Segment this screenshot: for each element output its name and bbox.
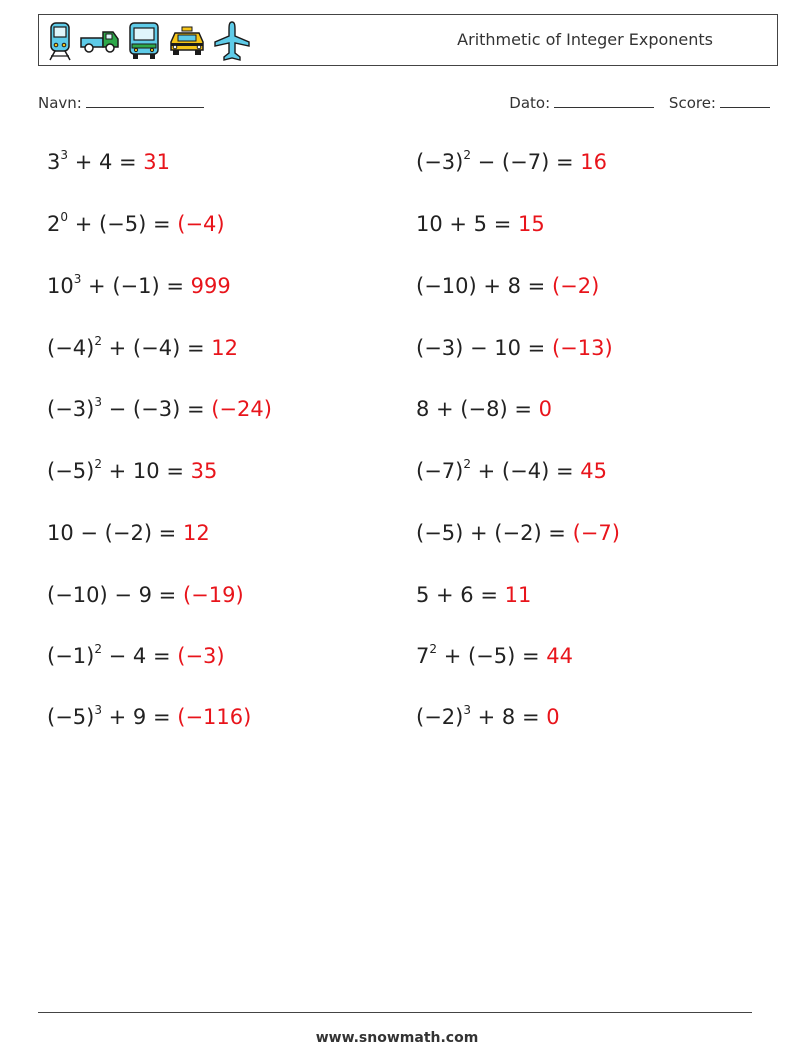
problem-expression: (−3) [47,397,95,421]
problem-answer: (−24) [211,397,272,421]
problem-answer: 12 [182,521,210,545]
problem-15 [47,585,244,606]
problem-expression: (−5) [47,459,95,483]
problem-4 [416,214,545,235]
problem-answer: (−13) [551,336,613,360]
problem-expression-rest: + 9 = [101,705,178,729]
problem-18 [416,642,573,668]
problem-expression: 7 [416,644,430,668]
problem-expression: (−3) [416,150,464,174]
problem-exponent: 3 [60,148,69,162]
problem-2 [416,148,607,174]
problem-exponent: 2 [429,642,438,656]
problem-expression-rest: + (−5) = [437,644,547,668]
problem-19 [47,703,252,729]
problem-6 [416,276,599,297]
problem-exponent: 2 [94,642,102,656]
problem-16 [416,585,531,606]
problem-answer: 0 [546,705,560,729]
problem-exponent: 0 [60,210,69,224]
date-label: Dato: [509,94,551,112]
problem-expression: (−7) [416,459,464,483]
problem-expression: 10 + 5 = [416,212,518,236]
problem-14 [416,523,620,544]
problem-13 [47,523,210,544]
problem-exponent: 2 [463,148,471,162]
problem-11 [47,457,218,483]
problem-expression: 2 [47,212,61,236]
problem-17 [47,642,225,668]
problem-answer: 45 [580,459,607,483]
problem-expression: (−1) [47,644,95,668]
problem-exponent: 3 [463,703,471,717]
problem-expression: 3 [47,150,61,174]
problem-answer: 12 [211,336,238,360]
problem-exponent: 3 [94,703,102,717]
problem-expression-rest: + (−1) = [81,274,191,298]
problem-expression-rest: − (−3) = [101,397,212,421]
problem-12 [416,457,607,483]
name-label: Navn: [38,94,82,112]
problem-expression: (−5) + (−2) = [416,521,573,545]
problem-expression: (−3) − 10 = [416,336,552,360]
problem-answer: 11 [504,583,532,607]
problem-expression: 5 + 6 = [416,583,505,607]
problem-exponent: 3 [94,395,102,409]
problem-expression-rest: + 8 = [470,705,547,729]
problem-exponent: 2 [463,457,471,471]
problem-answer: 44 [546,644,573,668]
problem-answer: 0 [538,397,552,421]
problem-10 [416,399,552,420]
problem-expression: (−5) [47,705,95,729]
problem-expression: (−10) − 9 = [47,583,183,607]
problem-expression: (−10) + 8 = [416,274,552,298]
problem-expression: (−2) [416,705,464,729]
problem-7 [47,334,238,360]
problem-expression: 10 [47,274,74,298]
problem-answer: (−3) [177,644,225,668]
problem-expression: (−4) [47,336,95,360]
problem-exponent: 2 [94,334,102,348]
problem-answer: 15 [517,212,545,236]
problem-answer: (−7) [572,521,620,545]
problem-answer: (−4) [177,212,225,236]
problem-answer: 999 [190,274,231,298]
problem-expression-rest: + 10 = [101,459,191,483]
problem-answer: (−19) [182,583,244,607]
problem-expression: 10 − (−2) = [47,521,183,545]
problem-expression-rest: + (−4) = [101,336,212,360]
problem-1 [47,148,171,174]
problem-expression-rest: − 4 = [101,644,178,668]
problem-8 [416,338,613,359]
problem-answer: (−2) [551,274,600,298]
problem-answer: 35 [190,459,218,483]
problem-answer: 31 [143,150,171,174]
footer-website[interactable]: www.snowmath.com [315,1030,479,1046]
problem-expression-rest: + (−4) = [470,459,581,483]
footer-divider [38,1012,752,1013]
problem-expression-rest: + (−5) = [68,212,178,236]
worksheet-title: Arithmetic of Integer Exponents [457,30,713,49]
problem-answer: 16 [580,150,607,174]
problem-expression: 8 + (−8) = [416,397,539,421]
problem-answer: (−116) [177,705,252,729]
problem-5 [47,272,231,298]
problem-exponent: 3 [73,272,82,286]
problem-exponent: 2 [94,457,102,471]
problem-expression-rest: − (−7) = [470,150,581,174]
problem-3 [47,210,225,236]
problem-9 [47,395,272,421]
problem-expression-rest: + 4 = [68,150,144,174]
score-label: Score: [668,94,716,112]
problem-20 [416,703,560,729]
